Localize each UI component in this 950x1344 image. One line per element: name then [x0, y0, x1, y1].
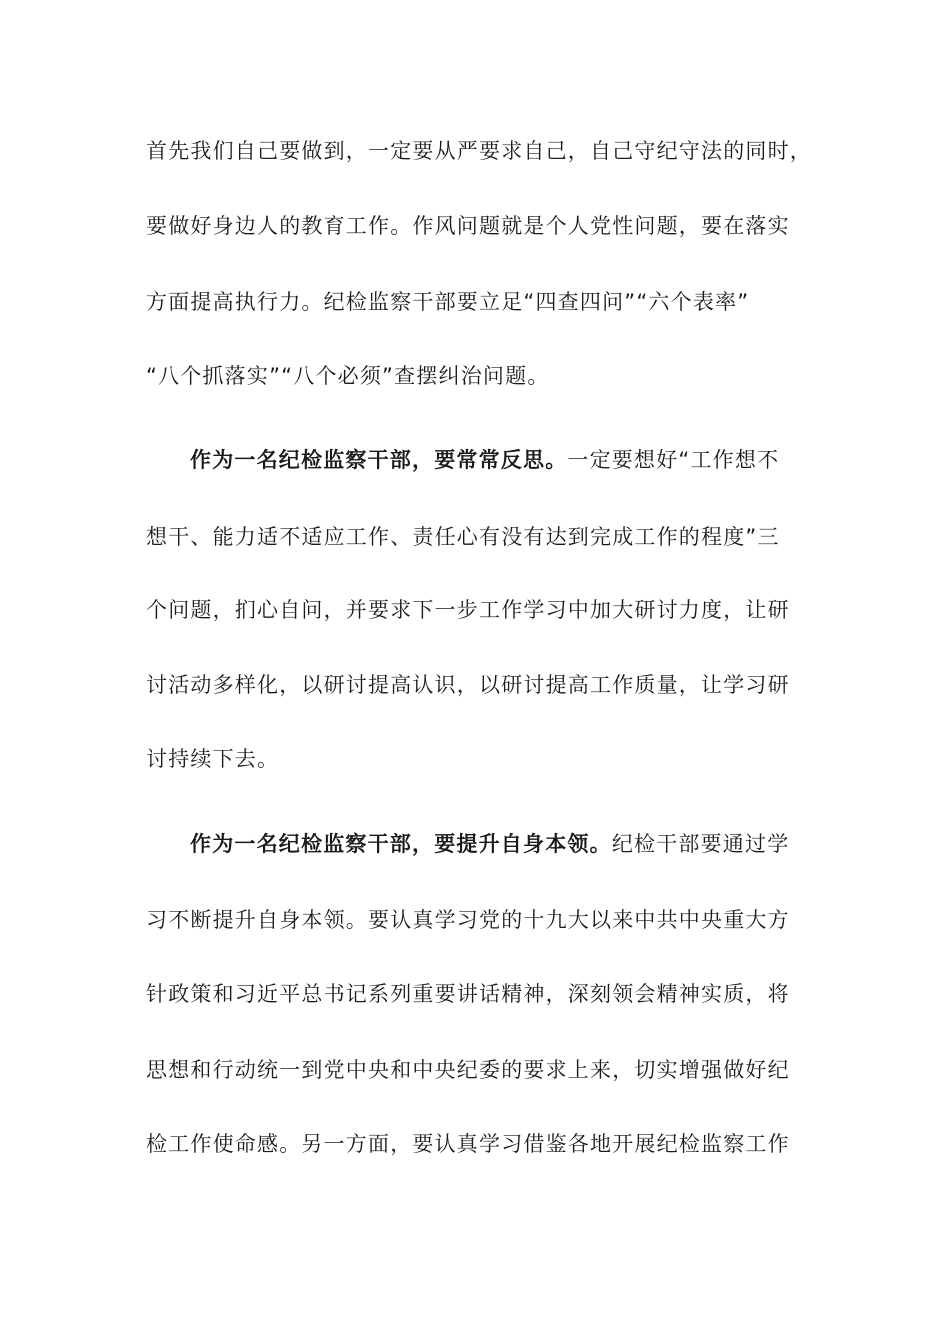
paragraph-3-lead-text: 纪检干部要通过学: [611, 832, 790, 856]
paragraph-2-line-4: 讨活动多样化，以研讨提高认识，以研讨提高工作质量，让学习研: [146, 673, 790, 697]
paragraph-2-heading: 作为一名纪检监察干部，要常常反思。: [190, 448, 568, 472]
paragraph-2-line-3: 个问题，扪心自问，并要求下一步工作学习中加大研讨力度，让研: [146, 598, 790, 622]
paragraph-2-lead-text: 一定要想好“工作想不: [567, 448, 780, 472]
paragraph-3-line-3: 针政策和习近平总书记系列重要讲话精神，深刻领会精神实质，将: [146, 982, 790, 1006]
paragraph-1-line-4: “八个抓落实”“八个必须”查摆纠治问题。: [146, 364, 550, 388]
paragraph-3-line-1: [190, 829, 806, 859]
paragraph-2-line-1: [190, 445, 806, 475]
paragraph-3-line-2: 习不断提升自身本领。要认真学习党的十九大以来中共中央重大方: [146, 908, 790, 932]
paragraph-3-heading: 作为一名纪检监察干部，要提升自身本领。: [190, 832, 612, 856]
paragraph-3-line-5: 检工作使命感。另一方面，要认真学习借鉴各地开展纪检监察工作: [146, 1132, 790, 1156]
paragraph-2-line-5: 讨持续下去。: [146, 747, 280, 771]
paragraph-1-line-1: 首先我们自己要做到，一定要从严要求自己，自己守纪守法的同时，: [146, 139, 812, 163]
paragraph-1-line-3: 方面提高执行力。纪检监察干部要立足“四查四问”“六个表率”: [146, 290, 750, 314]
paragraph-2-line-2: 想干、能力适不适应工作、责任心有没有达到完成工作的程度”三: [146, 525, 780, 549]
paragraph-1-line-2: 要做好身边人的教育工作。作风问题就是个人党性问题，要在落实: [146, 214, 790, 238]
paragraph-3-line-4: 思想和行动统一到党中央和中央纪委的要求上来，切实增强做好纪: [146, 1058, 790, 1082]
